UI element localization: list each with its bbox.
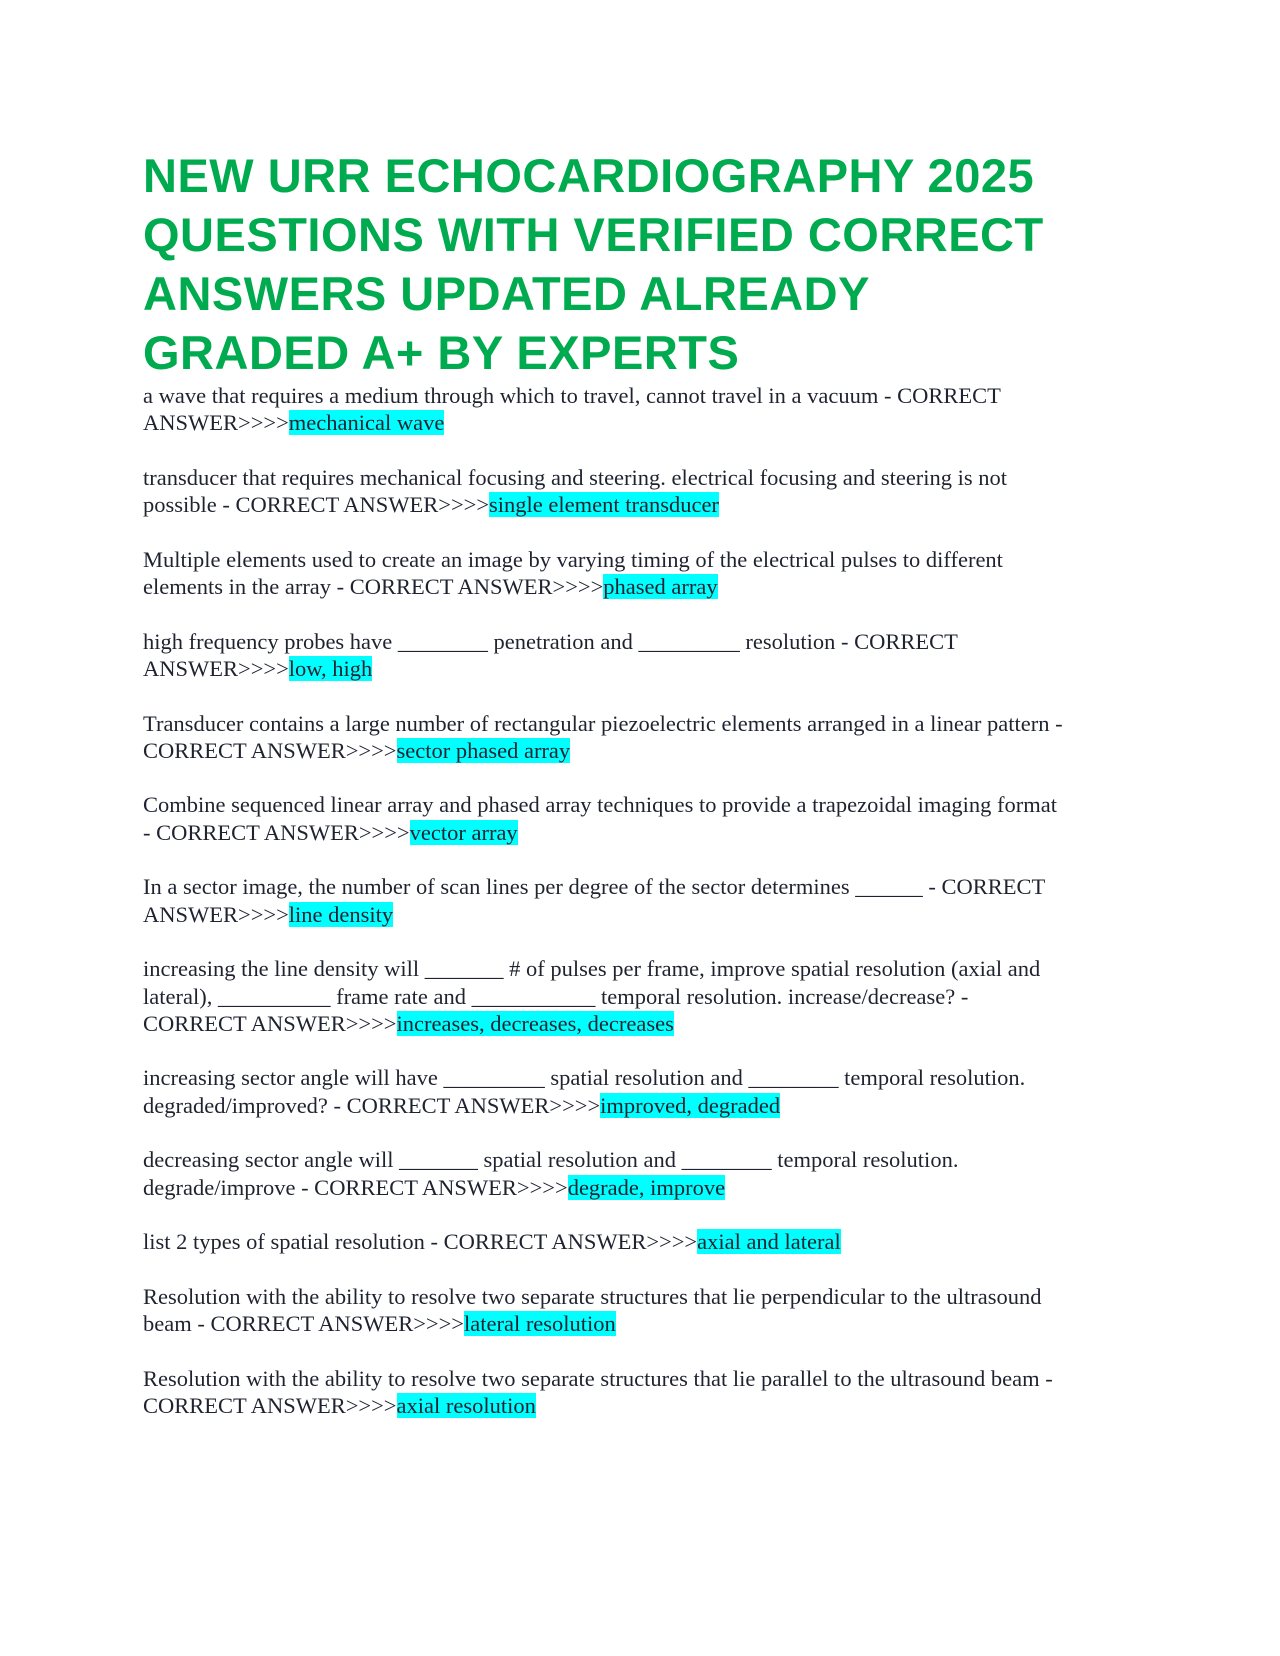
highlighted-answer: vector array bbox=[409, 819, 518, 845]
qa-item bbox=[143, 955, 1068, 1037]
correct-answer-marker: - CORRECT ANSWER>>>> bbox=[331, 574, 604, 600]
question-text: increasing the line density will _______ # of pulses per frame, improve spatial resolution (axial and lateral), __________ frame rate and ___________ temporal resolution. increase/decrease? bbox=[143, 956, 1041, 1009]
document-title bbox=[143, 146, 1068, 382]
question-text: Multiple elements used to create an image by varying timing of the electrical pulses to different elements in the array bbox=[143, 546, 1003, 600]
title-line: ANSWERS UPDATED ALREADY bbox=[143, 267, 870, 320]
question-text: Resolution with the ability to resolve two separate structures that lie perpendicular to the ultrasound beam bbox=[143, 1283, 1042, 1337]
question-text: transducer that requires mechanical focusing and steering. electrical focusing and steering is not possible bbox=[143, 464, 1008, 518]
correct-answer-marker: - CORRECT ANSWER>>>> bbox=[295, 1174, 568, 1200]
highlighted-answer: sector phased array bbox=[396, 737, 571, 763]
highlighted-answer: low, high bbox=[288, 655, 373, 681]
title-line: GRADED A+ BY EXPERTS bbox=[143, 326, 740, 379]
question-text: high frequency probes have ________ penetration and _________ resolution bbox=[143, 628, 836, 654]
qa-item bbox=[143, 464, 1068, 519]
highlighted-answer: increases, decreases, decreases bbox=[396, 1010, 674, 1036]
qa-list bbox=[143, 382, 1068, 1419]
highlighted-answer: single element transducer bbox=[489, 492, 719, 518]
correct-answer-marker: - CORRECT ANSWER>>>> bbox=[216, 492, 490, 518]
highlighted-answer: axial resolution bbox=[396, 1392, 536, 1418]
question-text: a wave that requires a medium through which to travel, cannot travel in a vacuum bbox=[143, 383, 879, 408]
correct-answer-marker: - CORRECT ANSWER>>>> bbox=[143, 628, 958, 681]
document-page bbox=[143, 146, 1068, 1447]
highlighted-answer: line density bbox=[288, 901, 394, 927]
qa-item bbox=[143, 1146, 1068, 1201]
correct-answer-marker: - CORRECT ANSWER>>>> bbox=[424, 1229, 698, 1255]
question-text: In a sector image, the number of scan lines per degree of the sector determines ______ bbox=[143, 874, 923, 900]
correct-answer-marker: - CORRECT ANSWER>>>> bbox=[143, 983, 969, 1036]
qa-item bbox=[143, 628, 1068, 683]
title-line: QUESTIONS WITH VERIFIED CORRECT bbox=[143, 208, 1044, 261]
highlighted-answer: improved, degraded bbox=[600, 1092, 781, 1118]
correct-answer-marker: - CORRECT ANSWER>>>> bbox=[191, 1311, 464, 1337]
qa-item bbox=[143, 710, 1068, 765]
question-text: list 2 types of spatial resolution bbox=[143, 1229, 425, 1255]
correct-answer-marker: - CORRECT ANSWER>>>> bbox=[327, 1092, 601, 1118]
qa-item bbox=[143, 1283, 1068, 1338]
question-text: Combine sequenced linear array and phased array techniques to provide a trapezoidal imaging format bbox=[143, 792, 1058, 818]
qa-item bbox=[143, 791, 1068, 846]
correct-answer-marker: - CORRECT ANSWER>>>> bbox=[143, 710, 1063, 763]
correct-answer-marker: - CORRECT ANSWER>>>> bbox=[143, 819, 410, 845]
title-line: NEW URR ECHOCARDIOGRAPHY 2025 bbox=[143, 149, 1035, 202]
qa-item bbox=[143, 546, 1068, 601]
qa-item bbox=[143, 1228, 1068, 1255]
highlighted-answer: axial and lateral bbox=[697, 1229, 841, 1255]
qa-item bbox=[143, 1064, 1068, 1119]
highlighted-answer: mechanical wave bbox=[288, 410, 445, 436]
question-text: decreasing sector angle will _______ spatial resolution and ________ temporal resolution. degrade/improve bbox=[143, 1147, 959, 1200]
highlighted-answer: phased array bbox=[603, 574, 718, 600]
question-text: Resolution with the ability to resolve two separate structures that lie parallel to the ultrasound beam bbox=[143, 1365, 1040, 1391]
highlighted-answer: degrade, improve bbox=[567, 1174, 726, 1200]
correct-answer-marker: - CORRECT ANSWER>>>> bbox=[143, 1365, 1053, 1418]
highlighted-answer: lateral resolution bbox=[463, 1311, 616, 1337]
qa-item bbox=[143, 1365, 1068, 1420]
question-text: increasing sector angle will have _________ spatial resolution and ________ temporal resolution. degraded/improved? bbox=[143, 1065, 1026, 1118]
correct-answer-marker: - CORRECT ANSWER>>>> bbox=[143, 874, 1045, 927]
correct-answer-marker: - CORRECT ANSWER>>>> bbox=[143, 383, 1001, 436]
qa-item bbox=[143, 382, 1068, 437]
qa-item bbox=[143, 873, 1068, 928]
question-text: Transducer contains a large number of rectangular piezoelectric elements arranged in a linear pattern bbox=[143, 710, 1050, 736]
